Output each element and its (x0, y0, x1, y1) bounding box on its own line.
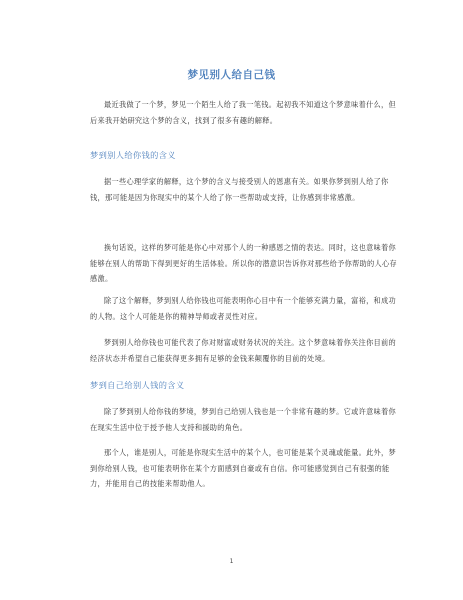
paragraph-wealth-concern: 梦到别人给你钱也可能代表了你对财富或财务状况的关注。这个梦意味着你关注你目前的经济状态并希望自己能获得更多拥有足够的金钱来颠覆你的目前的处境。 (90, 338, 397, 363)
section-heading-receiving-money: 梦到别人给你钱的含义 (90, 150, 176, 160)
page-number: 1 (229, 558, 234, 565)
paragraph-gratitude: 换句话说，这样的梦可能是你心中对那个人的一种感恩之情的表达。同时，这也意味着你能够在别人的帮助下得到更好的生活体验。所以你的潜意识告诉你对那些给予你帮助的人心存感激。 (90, 243, 397, 283)
section-heading-giving-money: 梦到自己给别人钱的含义 (90, 380, 185, 390)
intro-paragraph: 最近我做了一个梦，梦见一个陌生人给了我一笔钱。起初我不知道这个梦意味着什么，但后来我开始研究这个梦的含义，找到了很多有趣的解释。 (90, 100, 397, 125)
page-title: 梦见别人给自己钱 (187, 69, 276, 81)
paragraph-powerful-figure: 除了这个解释，梦到别人给你钱也可能表明你心目中有一个能够充满力量，富裕，和成功的人物。这个人可能是你的精神导师或者灵性对应。 (90, 296, 397, 321)
paragraph-psychology-explanation: 据一些心理学家的解释，这个梦的含义与接受别人的恩惠有关。如果你梦到别人给了你钱，那可能是因为你现实中的某个人给了你一些帮助或支持，让你感到非常感激。 (90, 177, 389, 202)
paragraph-self-confidence: 那个人，谁是别人，可能是你现实生活中的某个人，也可能是某个灵魂或能量。此外，梦到你给别人钱，也可能表明你在某个方面感到自豪或有自信。你可能感觉到自己有很强的能力，并能用自己的技能来帮助他人。 (90, 448, 397, 488)
paragraph-giving-role: 除了梦到别人给你钱的梦境，梦到自己给别人钱也是一个非常有趣的梦。它或许意味着你在现实生活中位于授予他人支持和援助的角色。 (90, 407, 397, 432)
